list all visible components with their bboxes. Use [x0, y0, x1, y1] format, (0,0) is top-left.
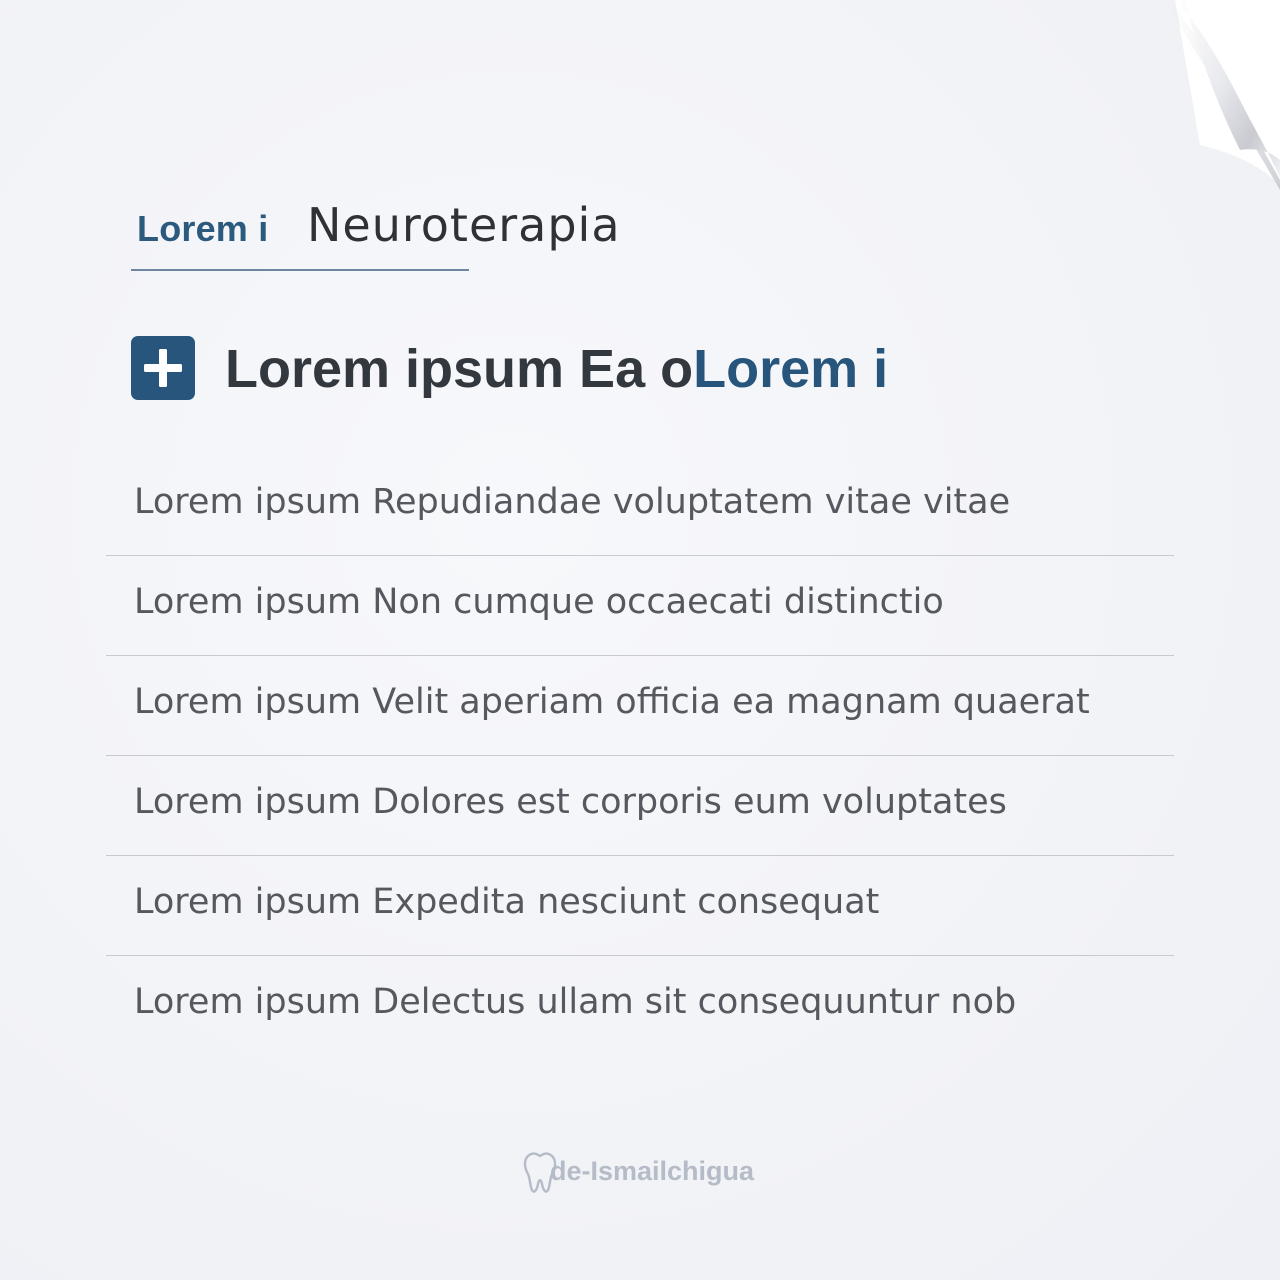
list-item-label: Lorem ipsum Delectus ullam sit consequuntur nob	[134, 982, 1017, 1022]
plus-icon	[131, 336, 195, 400]
list-item-label: Lorem ipsum Expedita nesciunt consequat	[134, 882, 880, 922]
list-item	[106, 956, 1174, 1056]
header-prefix: Lorem i	[137, 208, 269, 249]
footer-watermark	[520, 1146, 780, 1196]
list-item	[106, 856, 1174, 956]
watermark-text: de-Ismailchigua	[550, 1156, 755, 1186]
item-list	[106, 456, 1174, 1056]
list-item	[106, 656, 1174, 756]
list-item	[106, 456, 1174, 556]
title-accent-part: Lorem i	[693, 339, 889, 399]
list-item-label: Lorem ipsum Repudiandae voluptatem vitae vitae	[134, 482, 1011, 522]
list-item	[106, 756, 1174, 856]
header-tag	[131, 196, 621, 272]
title-row	[131, 336, 1131, 402]
header-underline	[131, 269, 469, 271]
header-script-title: Neuroterapia	[307, 198, 621, 252]
title-dark-part: Lorem ipsum Ea o	[225, 339, 694, 399]
page-curl-decoration	[1080, 0, 1280, 200]
list-item-label: Lorem ipsum Dolores est corporis eum voluptates	[134, 782, 1007, 822]
page-title	[225, 338, 888, 400]
list-item	[106, 556, 1174, 656]
list-item-label: Lorem ipsum Non cumque occaecati distinctio	[134, 582, 944, 622]
list-item-label: Lorem ipsum Velit aperiam officia ea magnam quaerat	[134, 682, 1090, 722]
